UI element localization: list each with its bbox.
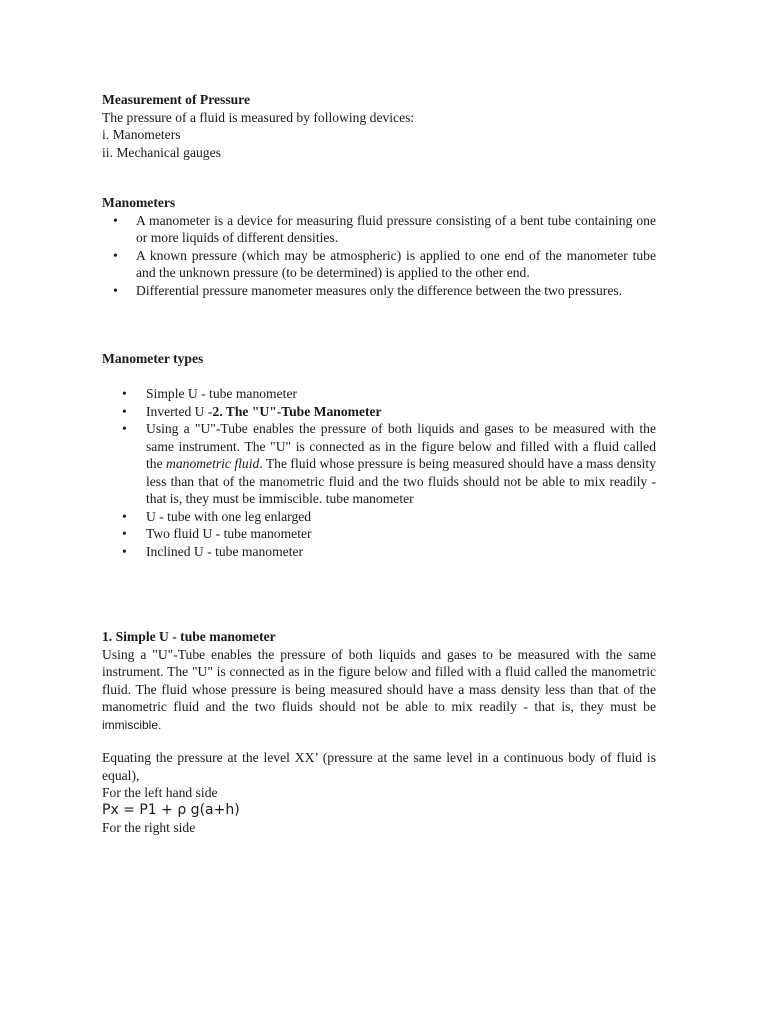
list-item: • U - tube with one leg enlarged xyxy=(122,508,656,526)
device-item-gauges: ii. Mechanical gauges xyxy=(102,144,221,160)
list-item-text: Using a "U"-Tube enables the pressure of both liquids and gases to be measured with the same instrument. The "U" is connected as in the figure below and filled with a fluid called the xyxy=(146,421,656,471)
list-item: • A manometer is a device for measuring fluid pressure consisting of a bent tube containing one or more liquids of different densities. xyxy=(113,212,656,247)
manometers-list xyxy=(113,212,656,300)
types-heading: Manometer types xyxy=(102,351,204,366)
types-list xyxy=(122,385,656,560)
simple-paragraph xyxy=(102,646,656,735)
list-item: • Two fluid U - tube manometer xyxy=(122,525,656,543)
manometers-section xyxy=(102,194,656,299)
left-side-label: For the left hand side xyxy=(102,785,218,800)
equation-section xyxy=(102,749,656,837)
list-item: • Differential pressure manometer measures only the difference between the two pressures. xyxy=(113,282,656,300)
document-title: Measurement of Pressure xyxy=(102,92,250,107)
list-item-text: . The fluid whose pressure is being measured should have a mass density less than that of the manometric fluid and the two fluids should not be able to mix readily - that is, they must be immiscible. tube manometer xyxy=(146,456,657,506)
intro-text: The pressure of a fluid is measured by following devices: xyxy=(102,109,415,125)
simple-heading: 1. Simple U - tube manometer xyxy=(102,629,276,644)
types-list-wrap xyxy=(122,385,656,560)
list-item-bold-text: 2. The "U"-Tube Manometer xyxy=(212,403,382,419)
equating-paragraph: Equating the pressure at the level XX’ (pressure at the same level in a continuous body of fluid is equal), xyxy=(102,750,656,783)
pressure-formula: Px = P1 + ρ g(a+h) xyxy=(102,801,240,818)
right-side-label: For the right side xyxy=(102,820,196,835)
list-item: • Inclined U - tube manometer xyxy=(122,543,656,561)
list-item: • Simple U - tube manometer xyxy=(122,385,656,403)
manometers-heading: Manometers xyxy=(102,195,176,210)
device-item-manometers: i. Manometers xyxy=(102,127,181,142)
paragraph-text-end: immiscible. xyxy=(102,717,162,732)
list-item-text: Inverted U - xyxy=(146,403,213,419)
types-section xyxy=(102,350,656,368)
list-item xyxy=(122,403,656,421)
list-item xyxy=(122,420,656,508)
paragraph-text: Using a "U"-Tube enables the pressure of both liquids and gases to be measured with the same instrument. The "U" is connected as in the figure below and filled with a fluid called the manometric fluid. The fluid whose pressure is being measured should have a mass density less than that of the manometric fluid and the two fluids should not be able to mix readily - that is, they must be xyxy=(102,646,656,714)
list-item-italic-text: manometric fluid xyxy=(166,456,260,471)
simple-section xyxy=(102,628,656,734)
intro-section xyxy=(102,91,656,161)
list-item: • A known pressure (which may be atmospheric) is applied to one end of the manometer tube and the unknown pressure (to be determined) is applied to the other end. xyxy=(113,247,656,282)
